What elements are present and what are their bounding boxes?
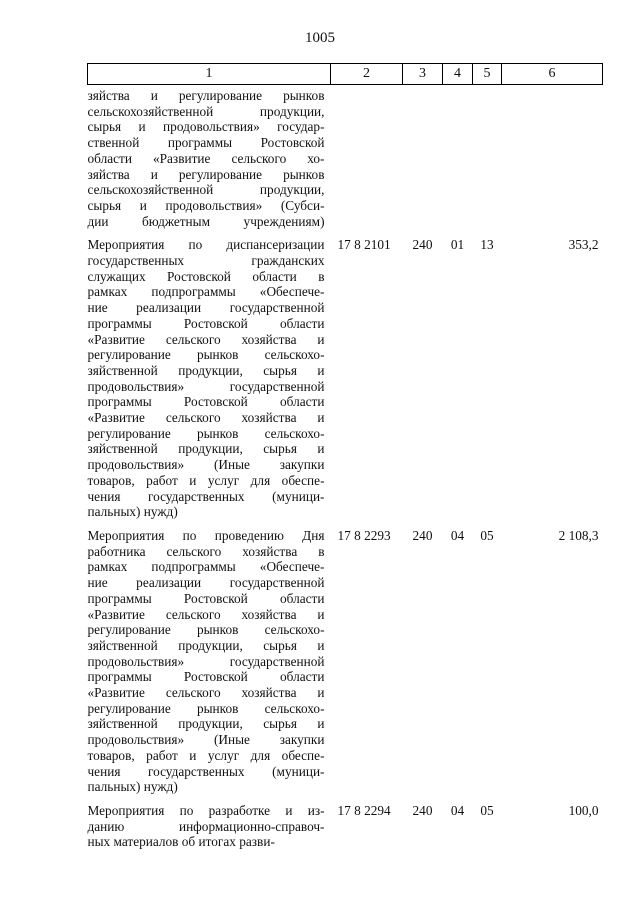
- description-line: регулирование рынков сельскохо-: [87, 347, 325, 363]
- subsection-code: 13: [480, 237, 494, 253]
- table-body: [88, 85, 603, 851]
- description-line: ние реализации государственной: [87, 575, 325, 591]
- description-line: программы Ростовской области: [87, 590, 325, 606]
- description-line: зяйственной продукции, сырья и: [87, 716, 325, 732]
- description-line: Мероприятия по диспансеризации: [87, 237, 325, 253]
- row-description: [88, 229, 331, 520]
- description-line: пальных) нужд): [87, 779, 178, 795]
- table-row: [88, 85, 603, 230]
- description-line: продовольствия» государственной: [87, 653, 325, 669]
- description-line: чения государственных (муници-: [87, 763, 325, 779]
- description-line: работника сельского хозяйства в: [87, 543, 325, 559]
- expense-type: [403, 85, 443, 230]
- amount: 100,0: [568, 802, 599, 818]
- description-line: Мероприятия по проведению Дня: [87, 527, 325, 543]
- description-line: зяйственной продукции, сырья и: [87, 362, 325, 378]
- table-row: [88, 229, 603, 520]
- expense-type: 240: [412, 237, 433, 253]
- section-code: 04: [450, 527, 465, 543]
- description-line: Мероприятия по разработке и из-: [87, 802, 325, 818]
- column-header: 6: [502, 64, 603, 85]
- description-line: товаров, работ и услуг для обеспе-: [87, 472, 325, 488]
- subsection-code: 05: [480, 527, 494, 543]
- target-code: 17 8 2101: [337, 237, 391, 253]
- column-header: 1: [88, 64, 331, 85]
- description-line: программы Ростовской области: [87, 394, 325, 410]
- amount: [502, 85, 603, 230]
- description-line: зяйства и регулирование рынков: [87, 88, 325, 103]
- row-description: [88, 795, 331, 850]
- row-description: [88, 85, 331, 230]
- description-line: «Развитие сельского хозяйства и: [87, 606, 325, 622]
- column-header: 4: [443, 64, 473, 85]
- amount: 2 108,3: [558, 527, 599, 543]
- description-line: товаров, работ и услуг для обеспе-: [87, 747, 325, 763]
- target-code: [331, 85, 403, 230]
- section-code: 01: [450, 237, 465, 253]
- description-line: регулирование рынков сельскохо-: [87, 425, 325, 441]
- description-line: рамках подпрограммы «Обеспече-: [87, 284, 325, 300]
- description-line: программы Ростовской области: [87, 669, 325, 685]
- description-line: «Развитие сельского хозяйства и: [87, 331, 325, 347]
- description-line: «Развитие сельского хозяйства и: [87, 685, 325, 701]
- target-code: 17 8 2293: [337, 527, 391, 543]
- expense-type: 240: [412, 802, 433, 818]
- row-description: [88, 520, 331, 795]
- description-line: ственной программы Ростовской: [87, 135, 325, 151]
- page-number: 1005: [305, 30, 335, 46]
- description-line: продовольствия» (Иные закупки: [87, 732, 325, 748]
- description-line: ных материалов об итогах разви-: [87, 834, 275, 850]
- description-line: служащих Ростовской области в: [87, 268, 325, 284]
- description-line: данию информационно-справоч-: [87, 818, 325, 834]
- description-line: сельскохозяйственной продукции,: [87, 103, 325, 119]
- subsection-code: [473, 85, 502, 230]
- description-line: регулирование рынков сельскохо-: [87, 700, 325, 716]
- section-code: [443, 85, 473, 230]
- description-line: сельскохозяйственной продукции,: [87, 182, 325, 198]
- expense-type: 240: [412, 527, 433, 543]
- description-line: области «Развитие сельского хо-: [87, 150, 325, 166]
- table-row: [88, 795, 603, 850]
- description-line: зяйственной продукции, сырья и: [87, 441, 325, 457]
- description-line: дии бюджетным учреждениям): [87, 213, 325, 229]
- description-line: сырья и продовольствия» (Субси-: [87, 197, 325, 213]
- table-row: [88, 520, 603, 795]
- target-code: 17 8 2294: [337, 802, 391, 818]
- description-line: продовольствия» (Иные закупки: [87, 457, 325, 473]
- column-header: 3: [403, 64, 443, 85]
- description-line: пальных) нужд): [87, 504, 178, 520]
- description-line: регулирование рынков сельскохо-: [87, 622, 325, 638]
- subsection-code: 05: [480, 802, 494, 818]
- description-line: продовольствия» государственной: [87, 378, 325, 394]
- column-header: 2: [331, 64, 403, 85]
- description-line: чения государственных (муници-: [87, 488, 325, 504]
- description-line: «Развитие сельского хозяйства и: [87, 410, 325, 426]
- column-header: 5: [473, 64, 502, 85]
- description-line: ние реализации государственной: [87, 300, 325, 316]
- description-line: сырья и продовольствия» государ-: [87, 119, 325, 135]
- amount: 353,2: [568, 237, 599, 253]
- description-line: рамках подпрограммы «Обеспече-: [87, 559, 325, 575]
- description-line: зяйственной продукции, сырья и: [87, 637, 325, 653]
- description-line: зяйства и регулирование рынков: [87, 166, 325, 182]
- section-code: 04: [450, 802, 465, 818]
- table-header: [88, 64, 603, 85]
- description-line: государственных гражданских: [87, 253, 325, 269]
- budget-table: [87, 63, 603, 850]
- description-line: программы Ростовской области: [87, 315, 325, 331]
